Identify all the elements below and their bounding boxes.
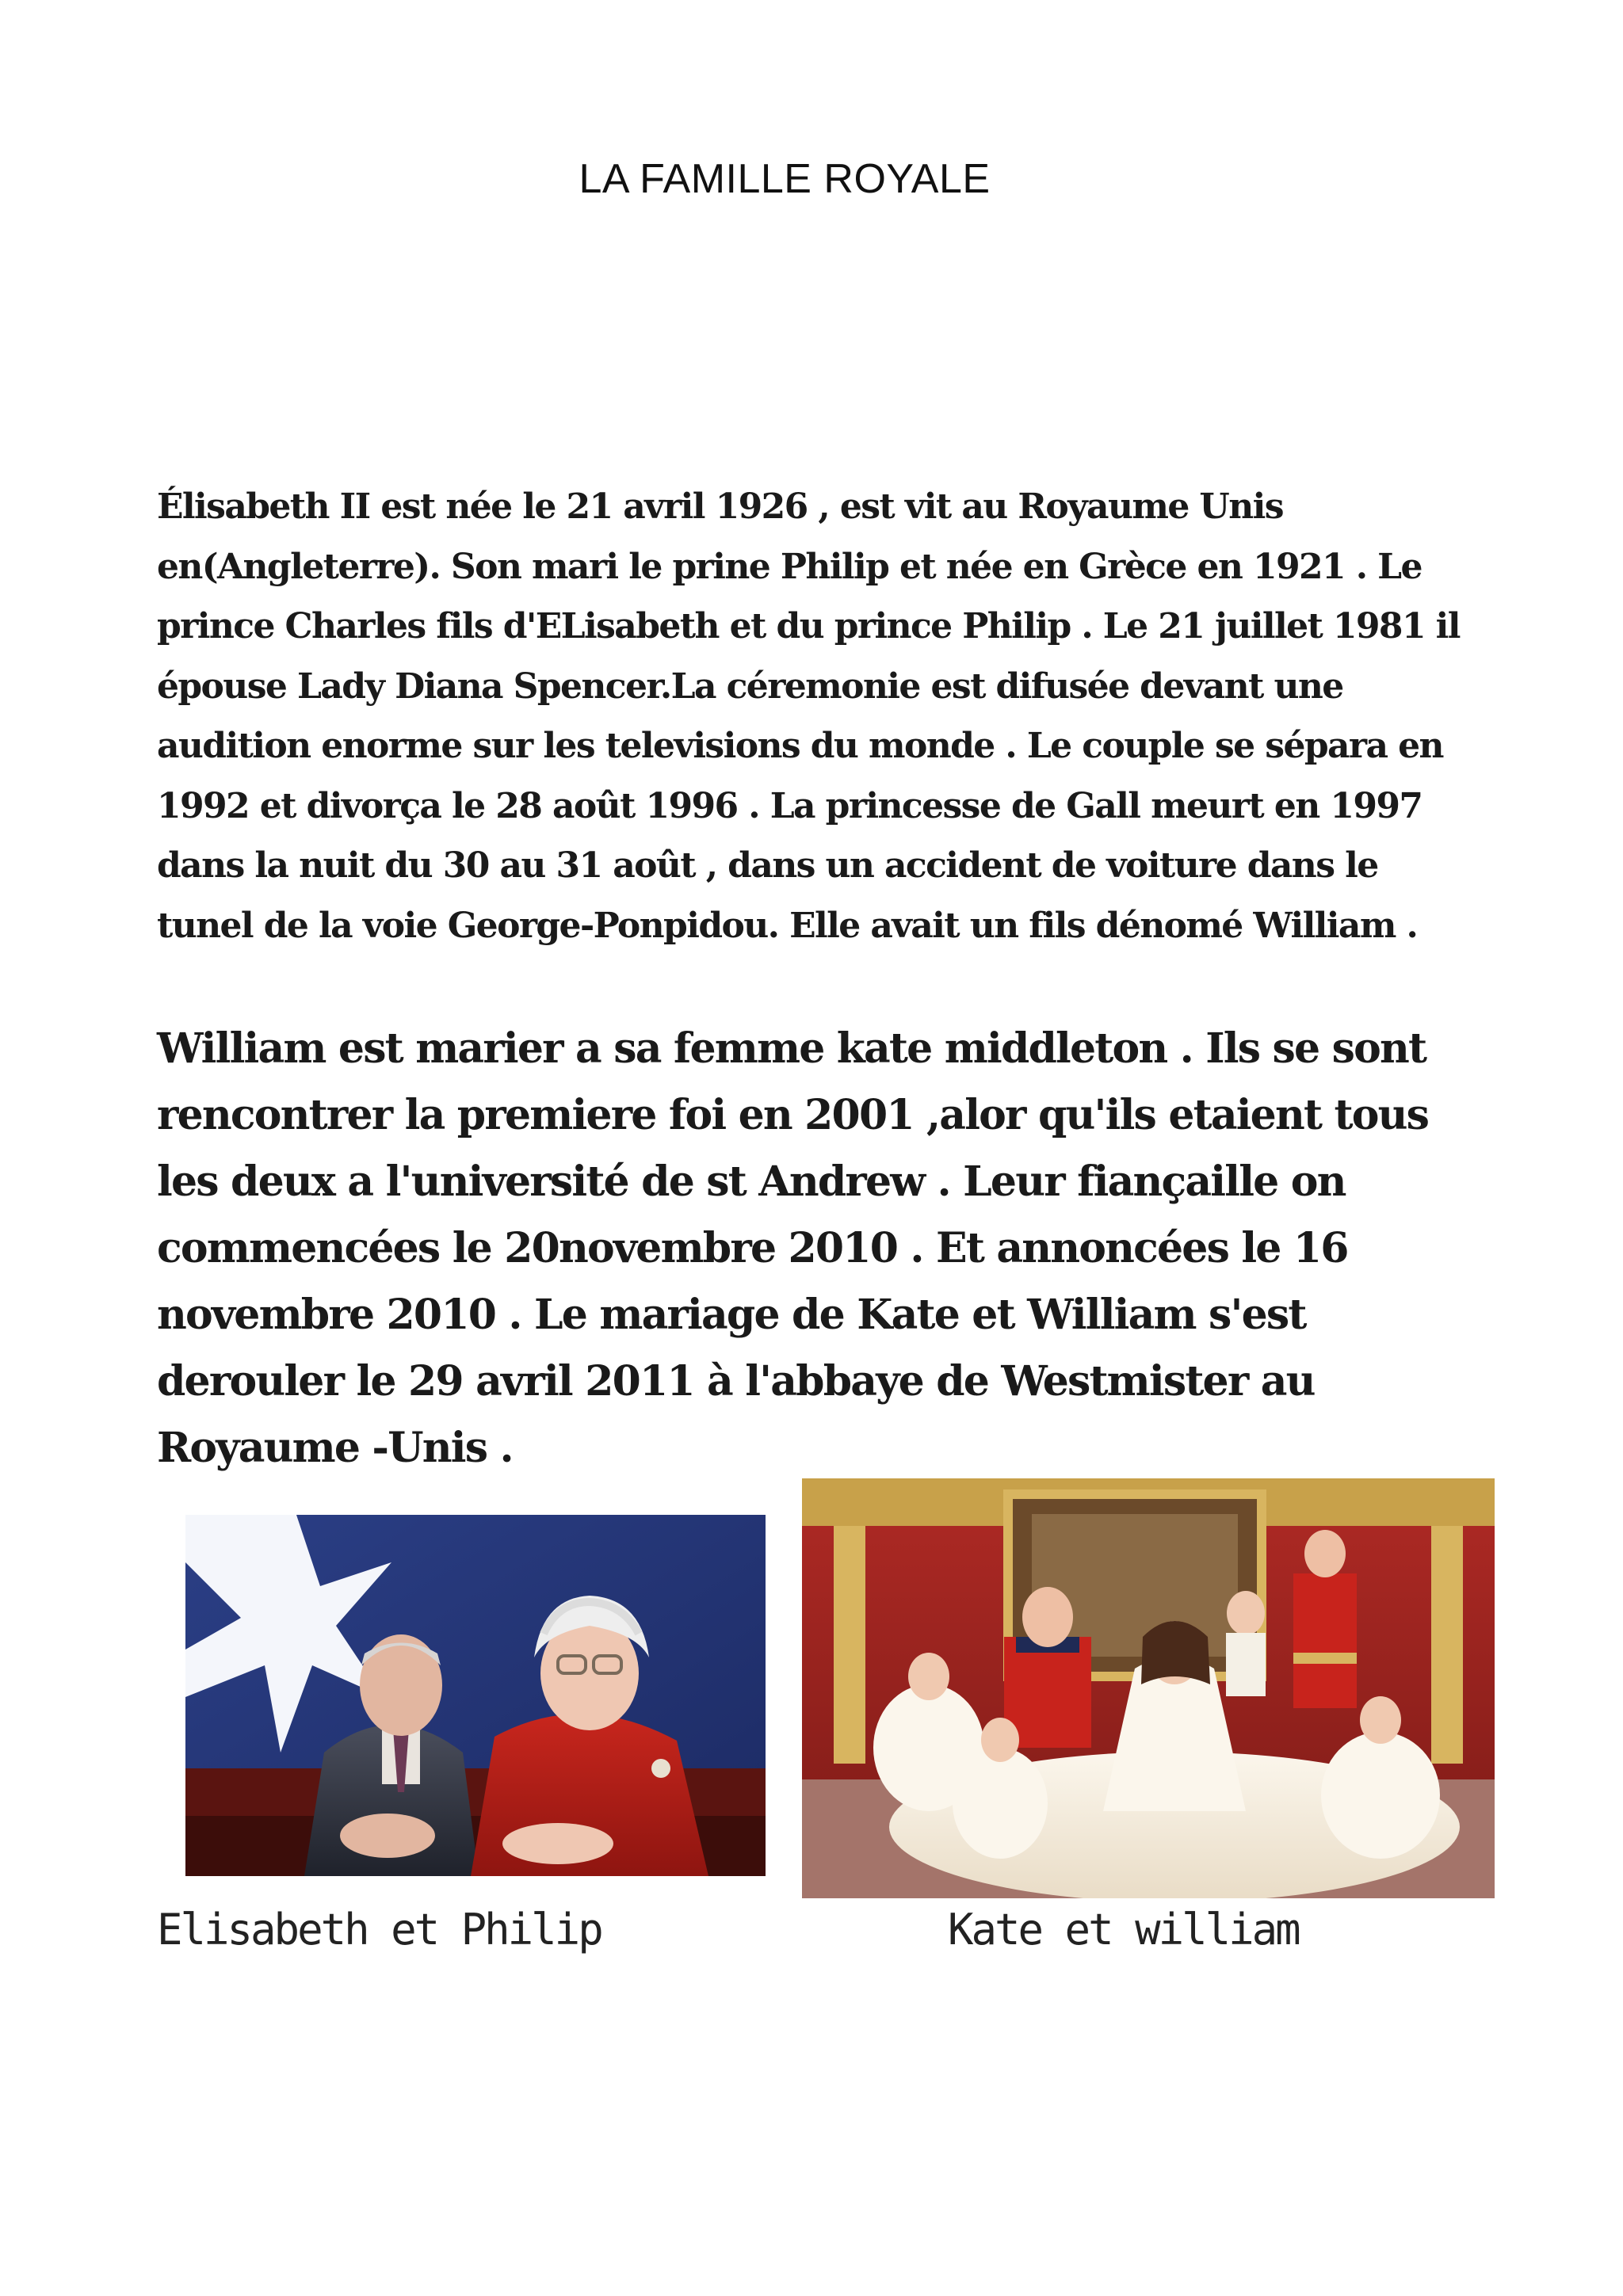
photo-elisabeth-philip bbox=[185, 1515, 766, 1876]
photo-kate-william bbox=[802, 1478, 1495, 1898]
paragraph-william: William est marier a sa femme kate middleton . Ils se sont rencontrer la premiere foi en 2001 ,alor qu'ils etaient tous les deux a l'université de st Andrew . Leur fiançaille on commencées le 20novembre 2010 . Et annoncées le 16 novembre 2010 . Le mariage de Kate et William s'est derouler le 29 avril 2011 à l'abbaye de Westmister au Royaume -Unis . bbox=[157, 1024, 1429, 1472]
page-title: LA FAMILLE ROYALE bbox=[579, 156, 991, 202]
paragraph-elisabeth: Élisabeth II est née le 21 avril 1926 , est vit au Royaume Unis en(Angleterre). Son mari le prine Philip et née en Grèce en 1921 . Le prince Charles fils d'ELisabeth et du prince Philip . Le 21 juillet 1981 il épouse Lady Diana Spencer.La céremonie est difusée devant une audition enorme sur les televisions du monde . Le couple se sépara en 1992 et divorça le 28 août 1996 . La princesse de Gall meurt en 1997 dans la nuit du 30 au 31 août , dans un accident de voiture dans le tunel de la voie George-Ponpidou. Elle avait un fils dénomé William . bbox=[157, 486, 1460, 946]
caption-elisabeth-philip: Elisabeth et Philip bbox=[157, 1905, 601, 1955]
caption-kate-william: Kate et william bbox=[948, 1905, 1299, 1955]
